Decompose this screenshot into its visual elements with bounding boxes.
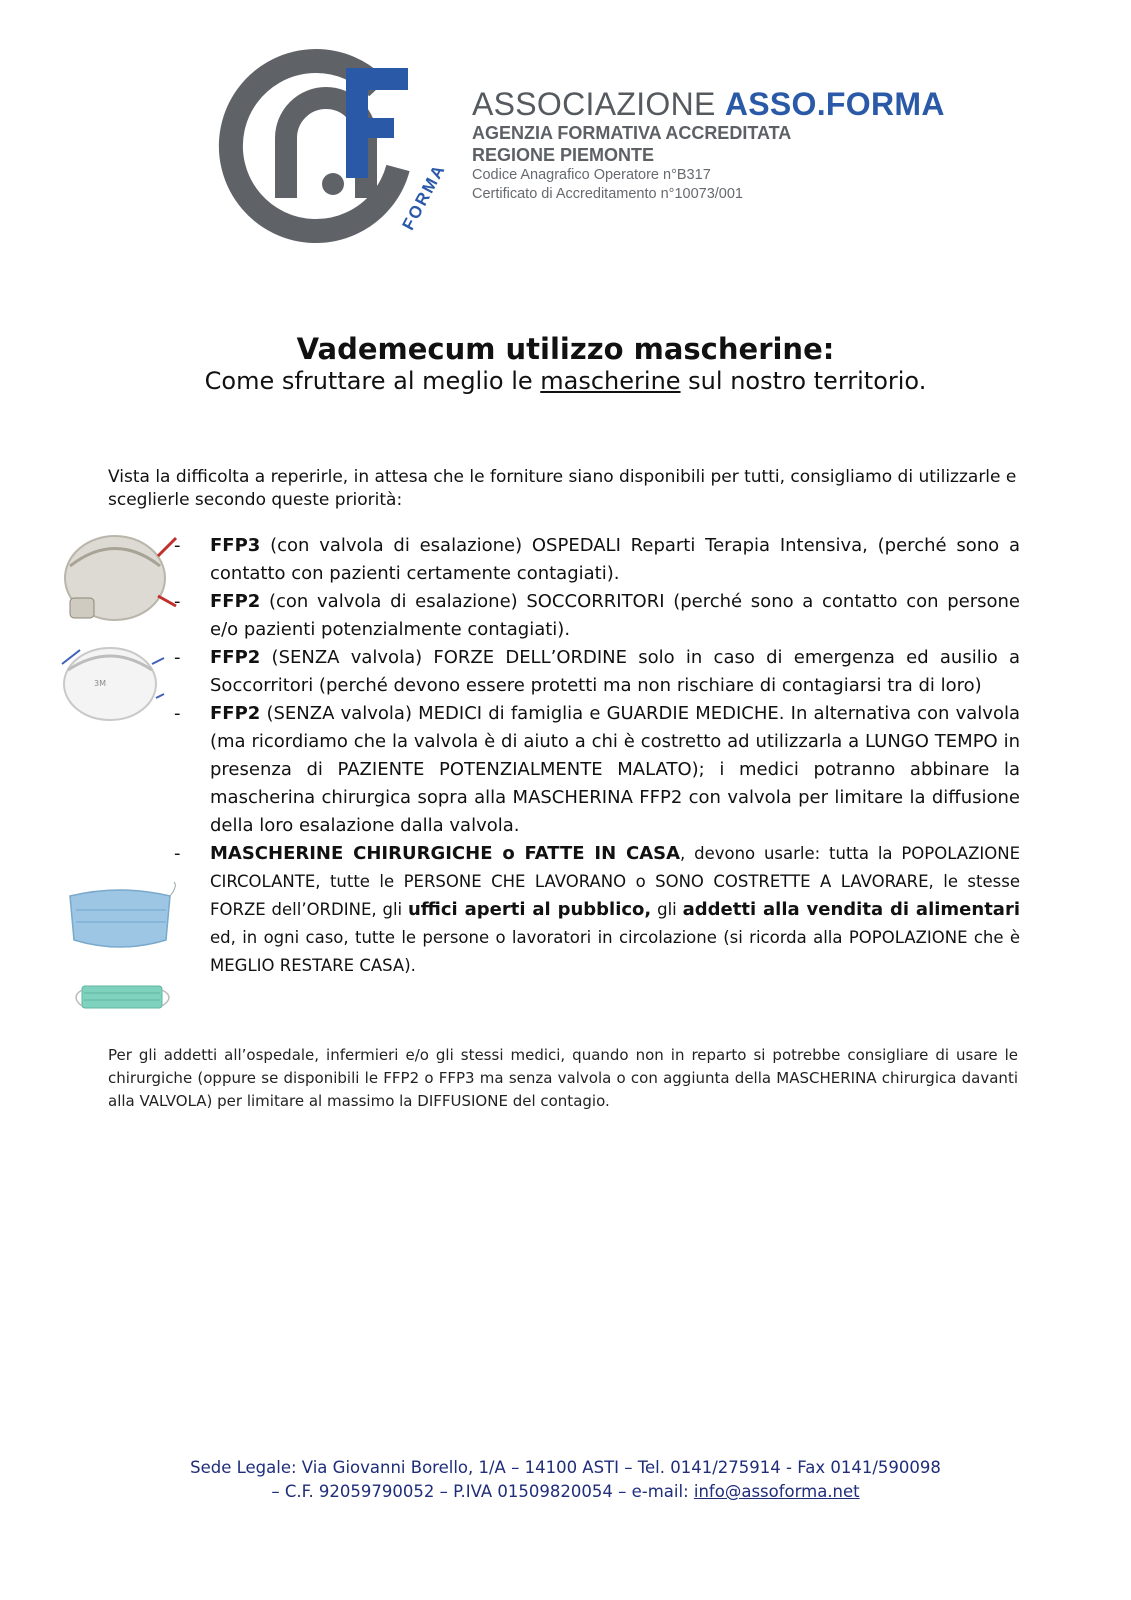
svg-text:FORMA: FORMA [398,160,450,234]
footer-tax-info: – C.F. 92059790052 – P.IVA 01509820054 – e-mail: info@assoforma.net [271,1482,860,1501]
list-bullet: - [174,591,181,612]
org-operator-code: Codice Anagrafico Operatore n°B317 [472,167,711,183]
org-certificate: Certificato di Accreditamento n°10073/001 [472,186,743,202]
email-link[interactable]: info@assoforma.net [693,1482,860,1501]
ffp3-mask-image [60,526,178,622]
closing-paragraph: Per gli addetti all’ospedale, infermieri e/o gli stessi medici, quando non in reparto si potrebbe consigliare di usare le chirurgiche (oppure se disponibili le FFP2 o FFP3 ma senza valvola o con aggiunta della MASCHERINA chirurgica davanti alla VALVOLA) per limitare al massimo la DIFFUSIONE del contagio. [108,1046,1018,1110]
priority-list [168,532,1020,980]
list-item: - FFP3 (con valvola di esalazione) OSPEDALI Reparti Terapia Intensiva, (perché sono a contatto con pazienti certamente contagiati). [168,532,1020,588]
org-name: ASSOCIAZIONE ASSO.FORMA [472,86,945,122]
list-bullet: - [174,647,181,668]
list-bullet: - [174,703,181,724]
list-item: - MASCHERINE CHIRURGICHE o FATTE IN CASA, devono usarle: tutta la POPOLAZIONE CIRCOLANTE, tutte le PERSONE CHE LAVORANO o SONO COSTRETTE A LAVORARE, le stesse FORZE dell’ORDINE, gli uffici aperti al pubblico, gli addetti alla vendita di alimentari ed, in ogni caso, tutte le persone o lavoratori in circolazione (si ricorda alla POPOLAZIONE che è MEGLIO RESTARE CASA). [168,840,1020,980]
footer-address: Sede Legale: Via Giovanni Borello, 1/A – 14100 ASTI – Tel. 0141/275914 - Fax 0141/590098 [190,1458,941,1477]
list-item: - FFP2 (SENZA valvola) MEDICI di famiglia e GUARDIE MEDICHE. In alternativa con valvola (ma ricordiamo che la valvola è di aiuto a chi è costretto ad utilizzarla a LUNGO TEMPO in presenza di PAZIENTE POTENZIALMENTE MALATO); i medici potranno abbinare la mascherina chirurgica sopra alla MASCHERINA FFP2 con valvola per limitare la diffusione della loro esalazione dalla valvola. [168,700,1020,840]
list-item: - FFP2 (con valvola di esalazione) SOCCORRITORI (perché sono a contatto con persone e/o pazienti potenzialmente contagiati). [168,588,1020,644]
organization-header [472,86,945,204]
org-accreditation: AGENZIA FORMATIVA ACCREDITATA [472,123,792,143]
svg-text:ASSO: ASSO [286,218,356,239]
list-bullet: - [174,843,181,864]
surgical-mask-blue-image [62,882,178,956]
list-item: - FFP2 (SENZA valvola) FORZE DELL’ORDINE solo in caso di emergenza ed ausilio a Soccorritori (perché devono essere protetti ma non rischiare di contagiarsi tra di loro) [168,644,1020,700]
org-brand: ASSO.FORMA [724,86,945,122]
org-region: REGIONE PIEMONTE [472,145,655,165]
assoforma-logo [228,48,450,248]
intro-paragraph: Vista la difficolta a reperirle, in attesa che le forniture siano disponibili per tutti, consigliamo di utilizzarle e sceglierle secondo queste priorità: [108,467,1017,510]
svg-text:3M: 3M [94,679,106,688]
list-bullet: - [174,535,181,556]
surgical-mask-green-image [68,980,178,1016]
page-subtitle: Come sfruttare al meglio le mascherine sul nostro territorio. [204,367,927,395]
page-footer [0,1456,1131,1504]
page-title: Vademecum utilizzo mascherine: [296,332,835,366]
ffp2-mask-image [56,640,168,724]
